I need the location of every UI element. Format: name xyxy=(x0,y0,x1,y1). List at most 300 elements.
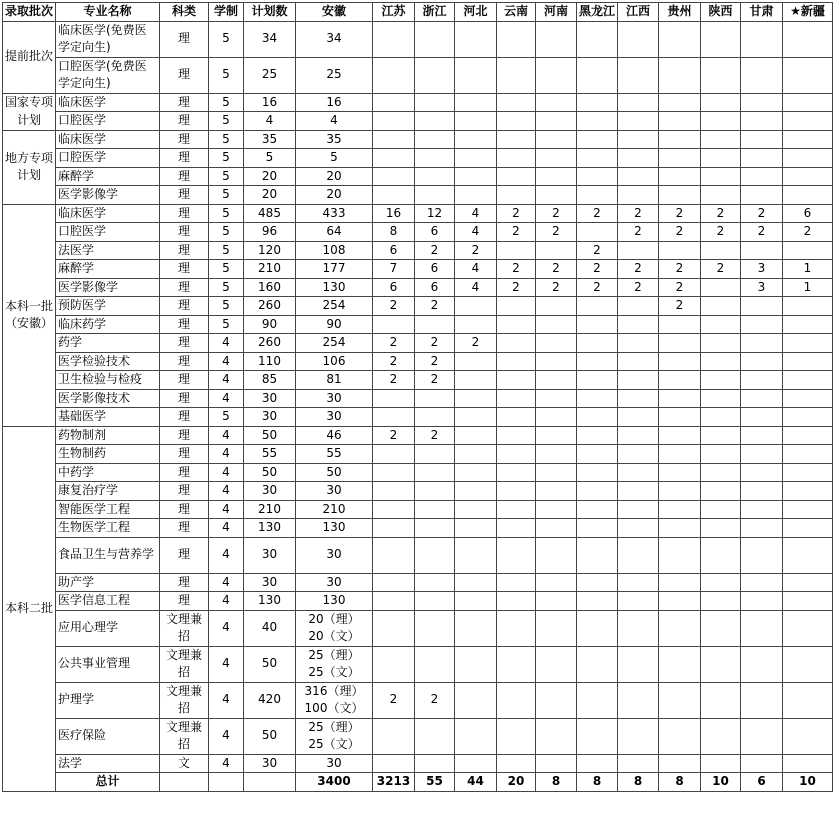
quota-hebei-cell xyxy=(455,426,497,445)
quota-jiangsu-cell xyxy=(373,500,415,519)
quota-guizhou-cell: 2 xyxy=(659,297,701,316)
quota-guizhou-cell xyxy=(659,754,701,773)
quota-jiangsu-cell xyxy=(373,167,415,186)
quota-shaanxi-cell xyxy=(701,278,741,297)
quota-hebei-cell xyxy=(455,754,497,773)
quota-xinjiang-cell xyxy=(783,297,833,316)
quota-shaanxi-cell xyxy=(701,445,741,464)
quota-hebei-cell xyxy=(455,519,497,538)
plan-cell: 34 xyxy=(244,21,296,57)
quota-xinjiang-cell xyxy=(783,519,833,538)
quota-hebei-cell xyxy=(455,500,497,519)
table-row xyxy=(3,260,833,279)
quota-zhejiang-cell xyxy=(415,186,455,205)
quota-shaanxi-cell xyxy=(701,573,741,592)
quota-gansu-cell xyxy=(741,682,783,718)
quota-gansu-cell xyxy=(741,610,783,646)
years-cell: 5 xyxy=(209,260,244,279)
years-cell: 4 xyxy=(209,646,244,682)
years-cell: 4 xyxy=(209,537,244,573)
table-row xyxy=(3,93,833,112)
quota-henan-cell xyxy=(536,519,577,538)
quota-yunnan-cell xyxy=(497,682,536,718)
quota-hebei-cell xyxy=(455,352,497,371)
quota-xinjiang-cell xyxy=(783,241,833,260)
quota-gansu-cell xyxy=(741,426,783,445)
col-header-yunnan: 云南 xyxy=(497,3,536,22)
quota-heilongjiang-cell xyxy=(577,718,618,754)
quota-guizhou-cell xyxy=(659,130,701,149)
quota-shaanxi-cell xyxy=(701,297,741,316)
major-cell: 临床医学 xyxy=(56,204,160,223)
quota-heilongjiang-cell xyxy=(577,297,618,316)
quota-yunnan-cell xyxy=(497,610,536,646)
table-row xyxy=(3,537,833,573)
quota-jiangxi-cell xyxy=(618,426,659,445)
table-row xyxy=(3,463,833,482)
quota-zhejiang-cell xyxy=(415,149,455,168)
anhui-cell: 25（理） 25（文） xyxy=(296,718,373,754)
table-row xyxy=(3,573,833,592)
plan-cell: 85 xyxy=(244,371,296,390)
quota-guizhou-cell xyxy=(659,718,701,754)
quota-guizhou-cell: 2 xyxy=(659,278,701,297)
col-header-anhui: 安徽 xyxy=(296,3,373,22)
quota-shaanxi-cell xyxy=(701,519,741,538)
type-cell: 理 xyxy=(160,426,209,445)
quota-gansu-cell: 2 xyxy=(741,204,783,223)
type-cell: 理 xyxy=(160,389,209,408)
quota-gansu-cell xyxy=(741,130,783,149)
quota-zhejiang-cell xyxy=(415,445,455,464)
quota-heilongjiang-cell xyxy=(577,592,618,611)
quota-guizhou-cell xyxy=(659,57,701,93)
table-row xyxy=(3,646,833,682)
quota-gansu-cell xyxy=(741,389,783,408)
quota-gansu-cell xyxy=(741,754,783,773)
quota-xinjiang-cell xyxy=(783,610,833,646)
quota-xinjiang-cell: 6 xyxy=(783,204,833,223)
quota-yunnan-cell xyxy=(497,315,536,334)
type-cell: 理 xyxy=(160,57,209,93)
type-cell: 理 xyxy=(160,371,209,390)
type-cell: 理 xyxy=(160,149,209,168)
quota-shaanxi-cell: 2 xyxy=(701,204,741,223)
years-cell: 4 xyxy=(209,592,244,611)
quota-yunnan-cell xyxy=(497,592,536,611)
quota-jiangxi-cell xyxy=(618,646,659,682)
quota-jiangsu-cell xyxy=(373,445,415,464)
quota-yunnan-cell xyxy=(497,93,536,112)
major-cell: 中药学 xyxy=(56,463,160,482)
quota-heilongjiang-cell xyxy=(577,426,618,445)
anhui-cell: 130 xyxy=(296,278,373,297)
quota-gansu-cell xyxy=(741,167,783,186)
major-cell: 医学信息工程 xyxy=(56,592,160,611)
table-row xyxy=(3,186,833,205)
type-cell: 理 xyxy=(160,223,209,242)
anhui-cell: 316（理） 100（文） xyxy=(296,682,373,718)
quota-jiangxi-cell xyxy=(618,334,659,353)
quota-henan-cell xyxy=(536,21,577,57)
major-cell: 基础医学 xyxy=(56,408,160,427)
quota-yunnan-cell: 2 xyxy=(497,204,536,223)
table-row xyxy=(3,754,833,773)
major-cell: 医学检验技术 xyxy=(56,352,160,371)
quota-henan-cell xyxy=(536,112,577,131)
plan-cell: 260 xyxy=(244,297,296,316)
plan-cell: 130 xyxy=(244,519,296,538)
quota-gansu-cell: 3 xyxy=(741,260,783,279)
quota-hebei-cell xyxy=(455,112,497,131)
quota-jiangxi-cell xyxy=(618,21,659,57)
quota-jiangxi-cell xyxy=(618,149,659,168)
quota-gansu-cell xyxy=(741,21,783,57)
quota-heilongjiang-cell xyxy=(577,537,618,573)
years-cell: 4 xyxy=(209,482,244,501)
quota-jiangxi-cell: 2 xyxy=(618,223,659,242)
quota-heilongjiang-cell xyxy=(577,754,618,773)
quota-guizhou-cell xyxy=(659,573,701,592)
quota-shaanxi-cell: 2 xyxy=(701,223,741,242)
quota-heilongjiang-cell: 2 xyxy=(577,260,618,279)
quota-henan-cell xyxy=(536,149,577,168)
type-cell: 理 xyxy=(160,519,209,538)
quota-xinjiang-cell xyxy=(783,334,833,353)
quota-heilongjiang-cell xyxy=(577,646,618,682)
quota-jiangxi-cell xyxy=(618,112,659,131)
quota-gansu-cell xyxy=(741,537,783,573)
quota-zhejiang-cell xyxy=(415,57,455,93)
type-cell: 理 xyxy=(160,463,209,482)
quota-shaanxi-cell xyxy=(701,371,741,390)
years-cell: 5 xyxy=(209,112,244,131)
anhui-cell: 16 xyxy=(296,93,373,112)
quota-zhejiang-cell: 2 xyxy=(415,426,455,445)
col-header-guizhou: 贵州 xyxy=(659,3,701,22)
years-cell: 4 xyxy=(209,519,244,538)
quota-jiangxi-cell xyxy=(618,297,659,316)
anhui-cell: 20（理） 20（文） xyxy=(296,610,373,646)
anhui-cell: 30 xyxy=(296,537,373,573)
major-cell: 口腔医学(免费医学定向生) xyxy=(56,57,160,93)
quota-shaanxi-cell xyxy=(701,149,741,168)
major-cell: 法医学 xyxy=(56,241,160,260)
quota-xinjiang-cell xyxy=(783,93,833,112)
years-cell: 4 xyxy=(209,754,244,773)
enrollment-plan-table xyxy=(2,2,833,792)
anhui-cell: 46 xyxy=(296,426,373,445)
years-cell: 5 xyxy=(209,241,244,260)
anhui-cell: 130 xyxy=(296,592,373,611)
quota-shaanxi-cell xyxy=(701,57,741,93)
quota-jiangxi-cell xyxy=(618,241,659,260)
col-header-major: 专业名称 xyxy=(56,3,160,22)
quota-henan-cell xyxy=(536,445,577,464)
quota-jiangsu-cell: 2 xyxy=(373,334,415,353)
type-cell: 理 xyxy=(160,241,209,260)
years-cell: 5 xyxy=(209,21,244,57)
quota-guizhou-cell xyxy=(659,610,701,646)
quota-xinjiang-cell xyxy=(783,537,833,573)
table-row xyxy=(3,371,833,390)
batch-cell: 本科二批 xyxy=(3,426,56,791)
anhui-cell: 254 xyxy=(296,334,373,353)
quota-heilongjiang-cell xyxy=(577,389,618,408)
quota-yunnan-cell xyxy=(497,371,536,390)
quota-jiangsu-cell xyxy=(373,389,415,408)
quota-yunnan-cell xyxy=(497,426,536,445)
quota-henan-cell: 2 xyxy=(536,278,577,297)
quota-hebei-cell xyxy=(455,57,497,93)
quota-jiangsu-cell xyxy=(373,315,415,334)
quota-heilongjiang-cell xyxy=(577,371,618,390)
major-cell: 临床医学 xyxy=(56,93,160,112)
quota-shaanxi-cell xyxy=(701,167,741,186)
quota-hebei-cell xyxy=(455,592,497,611)
quota-gansu-cell xyxy=(741,371,783,390)
quota-jiangsu-cell xyxy=(373,93,415,112)
type-cell: 理 xyxy=(160,186,209,205)
quota-hebei-cell xyxy=(455,130,497,149)
quota-xinjiang-cell xyxy=(783,186,833,205)
quota-hebei-cell: 4 xyxy=(455,204,497,223)
anhui-cell: 210 xyxy=(296,500,373,519)
quota-guizhou-cell: 2 xyxy=(659,204,701,223)
quota-jiangsu-cell xyxy=(373,21,415,57)
quota-shaanxi-cell xyxy=(701,93,741,112)
quota-guizhou-cell xyxy=(659,167,701,186)
quota-gansu-cell: 2 xyxy=(741,223,783,242)
quota-henan-cell xyxy=(536,352,577,371)
quota-henan-cell xyxy=(536,334,577,353)
batch-cell: 地方专项计划 xyxy=(3,130,56,204)
quota-jiangxi-cell: 2 xyxy=(618,204,659,223)
quota-zhejiang-cell xyxy=(415,500,455,519)
quota-henan-cell xyxy=(536,389,577,408)
total-years-cell xyxy=(244,773,296,792)
major-cell: 药物制剂 xyxy=(56,426,160,445)
table-row xyxy=(3,112,833,131)
anhui-cell: 55 xyxy=(296,445,373,464)
quota-jiangsu-cell: 2 xyxy=(373,352,415,371)
table-row xyxy=(3,445,833,464)
major-cell: 卫生检验与检疫 xyxy=(56,371,160,390)
quota-heilongjiang-cell xyxy=(577,463,618,482)
quota-zhejiang-cell xyxy=(415,408,455,427)
quota-heilongjiang-cell xyxy=(577,149,618,168)
anhui-cell: 108 xyxy=(296,241,373,260)
quota-jiangsu-cell xyxy=(373,646,415,682)
quota-yunnan-cell xyxy=(497,500,536,519)
anhui-cell: 30 xyxy=(296,408,373,427)
quota-henan-cell xyxy=(536,297,577,316)
plan-cell: 4 xyxy=(244,112,296,131)
type-cell: 理 xyxy=(160,408,209,427)
quota-henan-cell xyxy=(536,186,577,205)
quota-gansu-cell xyxy=(741,112,783,131)
quota-gansu-cell xyxy=(741,352,783,371)
quota-zhejiang-cell: 2 xyxy=(415,297,455,316)
quota-jiangsu-cell xyxy=(373,408,415,427)
table-row xyxy=(3,592,833,611)
quota-shaanxi-cell xyxy=(701,718,741,754)
quota-shaanxi-cell xyxy=(701,408,741,427)
quota-henan-cell xyxy=(536,646,577,682)
quota-hebei-cell xyxy=(455,371,497,390)
total-row xyxy=(3,773,833,792)
quota-hebei-cell xyxy=(455,93,497,112)
quota-hebei-cell: 4 xyxy=(455,278,497,297)
type-cell: 理 xyxy=(160,93,209,112)
plan-cell: 50 xyxy=(244,463,296,482)
table-row xyxy=(3,482,833,501)
years-cell: 4 xyxy=(209,718,244,754)
type-cell: 理 xyxy=(160,592,209,611)
quota-xinjiang-cell xyxy=(783,167,833,186)
quota-shaanxi-cell xyxy=(701,682,741,718)
col-header-zhejiang: 浙江 xyxy=(415,3,455,22)
quota-jiangxi-cell xyxy=(618,57,659,93)
quota-zhejiang-cell: 2 xyxy=(415,352,455,371)
total-type-cell xyxy=(209,773,244,792)
quota-yunnan-cell xyxy=(497,130,536,149)
quota-heilongjiang-cell xyxy=(577,167,618,186)
quota-guizhou-cell xyxy=(659,21,701,57)
total-hebei-cell: 20 xyxy=(497,773,536,792)
years-cell: 5 xyxy=(209,149,244,168)
col-header-type: 科类 xyxy=(160,3,209,22)
quota-zhejiang-cell xyxy=(415,112,455,131)
quota-hebei-cell xyxy=(455,682,497,718)
quota-jiangsu-cell: 2 xyxy=(373,682,415,718)
major-cell: 麻醉学 xyxy=(56,260,160,279)
quota-heilongjiang-cell xyxy=(577,519,618,538)
plan-cell: 25 xyxy=(244,57,296,93)
quota-shaanxi-cell xyxy=(701,352,741,371)
years-cell: 5 xyxy=(209,130,244,149)
quota-henan-cell xyxy=(536,754,577,773)
plan-cell: 485 xyxy=(244,204,296,223)
total-yunnan-cell: 8 xyxy=(536,773,577,792)
quota-heilongjiang-cell xyxy=(577,21,618,57)
quota-yunnan-cell: 2 xyxy=(497,223,536,242)
table-row xyxy=(3,610,833,646)
quota-shaanxi-cell xyxy=(701,754,741,773)
anhui-cell: 433 xyxy=(296,204,373,223)
anhui-cell: 5 xyxy=(296,149,373,168)
quota-henan-cell xyxy=(536,426,577,445)
quota-shaanxi-cell xyxy=(701,500,741,519)
major-cell: 助产学 xyxy=(56,573,160,592)
quota-xinjiang-cell xyxy=(783,573,833,592)
quota-guizhou-cell xyxy=(659,408,701,427)
type-cell: 文理兼招 xyxy=(160,682,209,718)
quota-jiangsu-cell: 16 xyxy=(373,204,415,223)
col-header-gansu: 甘肃 xyxy=(741,3,783,22)
quota-shaanxi-cell xyxy=(701,426,741,445)
quota-shaanxi-cell xyxy=(701,315,741,334)
quota-shaanxi-cell xyxy=(701,482,741,501)
type-cell: 文理兼招 xyxy=(160,646,209,682)
quota-xinjiang-cell xyxy=(783,112,833,131)
quota-jiangxi-cell xyxy=(618,371,659,390)
quota-zhejiang-cell xyxy=(415,93,455,112)
quota-henan-cell xyxy=(536,241,577,260)
quota-gansu-cell xyxy=(741,57,783,93)
quota-xinjiang-cell xyxy=(783,352,833,371)
anhui-cell: 50 xyxy=(296,463,373,482)
quota-heilongjiang-cell xyxy=(577,334,618,353)
quota-gansu-cell xyxy=(741,93,783,112)
quota-hebei-cell: 4 xyxy=(455,223,497,242)
quota-zhejiang-cell xyxy=(415,592,455,611)
years-cell: 5 xyxy=(209,223,244,242)
quota-zhejiang-cell xyxy=(415,610,455,646)
quota-henan-cell xyxy=(536,537,577,573)
col-header-hebei: 河北 xyxy=(455,3,497,22)
batch-cell: 提前批次 xyxy=(3,21,56,93)
total-heilongjiang-cell: 8 xyxy=(618,773,659,792)
quota-hebei-cell xyxy=(455,718,497,754)
quota-henan-cell xyxy=(536,463,577,482)
quota-yunnan-cell xyxy=(497,408,536,427)
quota-zhejiang-cell xyxy=(415,646,455,682)
quota-gansu-cell xyxy=(741,500,783,519)
quota-shaanxi-cell xyxy=(701,186,741,205)
anhui-cell: 64 xyxy=(296,223,373,242)
quota-zhejiang-cell xyxy=(415,482,455,501)
quota-henan-cell xyxy=(536,371,577,390)
table-row xyxy=(3,408,833,427)
quota-hebei-cell xyxy=(455,610,497,646)
table-body xyxy=(3,21,833,791)
major-cell: 临床医学(免费医学定向生) xyxy=(56,21,160,57)
major-cell: 口腔医学 xyxy=(56,112,160,131)
quota-hebei-cell xyxy=(455,408,497,427)
quota-gansu-cell: 3 xyxy=(741,278,783,297)
quota-jiangsu-cell: 2 xyxy=(373,371,415,390)
col-header-jiangsu: 江苏 xyxy=(373,3,415,22)
quota-henan-cell xyxy=(536,167,577,186)
quota-jiangsu-cell: 2 xyxy=(373,297,415,316)
quota-xinjiang-cell xyxy=(783,426,833,445)
quota-guizhou-cell xyxy=(659,149,701,168)
quota-henan-cell xyxy=(536,682,577,718)
quota-jiangsu-cell xyxy=(373,610,415,646)
quota-guizhou-cell xyxy=(659,93,701,112)
quota-yunnan-cell: 2 xyxy=(497,260,536,279)
anhui-cell: 177 xyxy=(296,260,373,279)
anhui-cell: 30 xyxy=(296,573,373,592)
type-cell: 理 xyxy=(160,315,209,334)
quota-gansu-cell xyxy=(741,482,783,501)
quota-yunnan-cell xyxy=(497,352,536,371)
quota-zhejiang-cell xyxy=(415,315,455,334)
quota-gansu-cell xyxy=(741,297,783,316)
quota-xinjiang-cell xyxy=(783,718,833,754)
plan-cell: 110 xyxy=(244,352,296,371)
quota-yunnan-cell xyxy=(497,646,536,682)
quota-heilongjiang-cell xyxy=(577,223,618,242)
quota-zhejiang-cell xyxy=(415,519,455,538)
quota-heilongjiang-cell xyxy=(577,573,618,592)
quota-shaanxi-cell: 2 xyxy=(701,260,741,279)
quota-heilongjiang-cell xyxy=(577,500,618,519)
quota-henan-cell xyxy=(536,592,577,611)
quota-zhejiang-cell xyxy=(415,537,455,573)
quota-zhejiang-cell: 12 xyxy=(415,204,455,223)
